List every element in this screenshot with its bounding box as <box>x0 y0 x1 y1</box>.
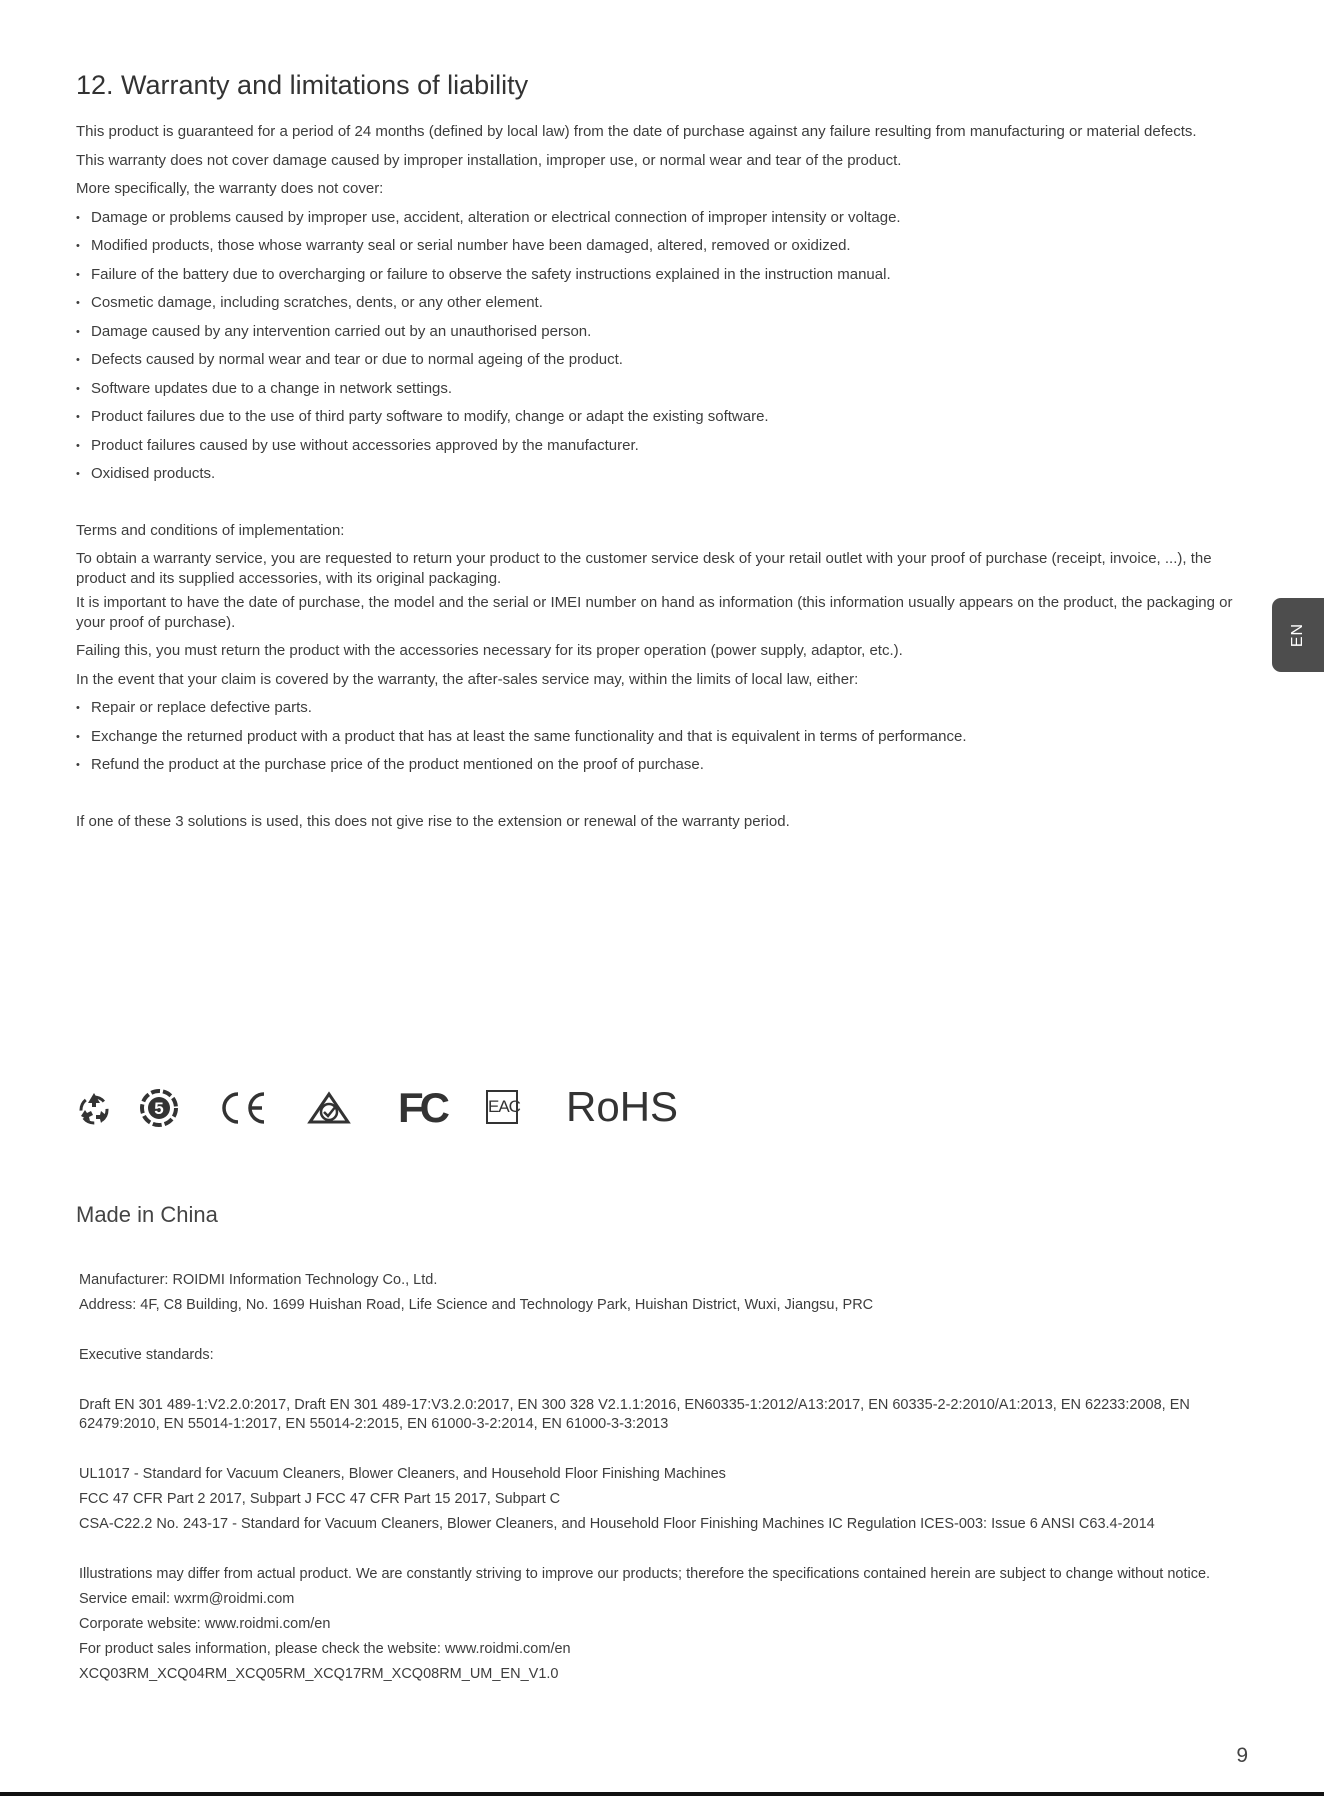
warranty-body <box>76 118 1248 836</box>
list-item: • Defects caused by normal wear and tear or due to normal ageing of the product. <box>76 346 1248 375</box>
rcm-mark-icon <box>306 1090 352 1126</box>
intro-paragraph: More specifically, the warranty does not cover: <box>76 180 384 197</box>
made-in-label: Made in China <box>76 1202 218 1227</box>
spacer <box>76 489 1248 517</box>
five-mark-label: 5 <box>154 1099 164 1118</box>
standards-fcc: FCC 47 CFR Part 2 2017, Subpart J FCC 47 CFR Part 15 2017, Subpart C <box>79 1491 561 1507</box>
closing-paragraph: If one of these 3 solutions is used, this does not give rise to the extension or renewal of the warranty period. <box>76 812 790 830</box>
certification-marks <box>76 1082 716 1132</box>
language-tab[interactable] <box>1272 598 1324 672</box>
eac-mark-icon: EAC <box>486 1090 518 1124</box>
list-item: • Refund the product at the purchase price of the product mentioned on the proof of purchase. <box>76 751 1248 780</box>
service-email: Service email: wxrm@roidmi.com <box>79 1591 295 1607</box>
terms-paragraph: To obtain a warranty service, you are requested to return your product to the customer service desk of your retail outlet with your proof of purchase (receipt, invoice, ...), the product and its supplied accessories, with its original packaging. <box>76 550 1212 587</box>
standards-csa: CSA-C22.2 No. 243-17 - Standard for Vacuum Cleaners, Blower Cleaners, and Household Floor Finishing Machines IC Regulation ICES-003: Issue 6 ANSI C63.4-2014 <box>79 1516 1155 1532</box>
list-item: • Damage caused by any intervention carried out by an unauthorised person. <box>76 318 1248 347</box>
list-item: • Software updates due to a change in network settings. <box>76 375 1248 404</box>
manufacturer-address: Address: 4F, C8 Building, No. 1699 Huishan Road, Life Science and Technology Park, Huishan District, Wuxi, Jiangsu, PRC <box>79 1297 874 1313</box>
language-tab-label: EN <box>1288 622 1306 648</box>
fcc-mark-icon: FC <box>398 1084 446 1131</box>
corporate-website: Corporate website: www.roidmi.com/en <box>79 1616 331 1632</box>
list-item: • Modified products, those whose warranty seal or serial number have been damaged, altered, removed or oxidized. <box>76 232 1248 261</box>
intro-paragraph: This warranty does not cover damage caused by improper installation, improper use, or normal wear and tear of the product. <box>76 151 902 169</box>
terms-paragraph: It is important to have the date of purchase, the model and the serial or IMEI number on hand as information (this information usually appears on the product, the packaging or your proof of purchase). <box>76 594 1233 631</box>
terms-paragraph: Failing this, you must return the product with the accessories necessary for its proper operation (power supply, adaptor, etc.). <box>76 642 903 659</box>
spacer <box>79 1318 1251 1343</box>
manufacturer-info <box>79 1268 1251 1687</box>
ce-mark-icon <box>218 1091 268 1125</box>
list-item: • Exchange the returned product with a product that has at least the same functionality and that is equivalent in terms of performance. <box>76 723 1248 752</box>
terms-heading: Terms and conditions of implementation: <box>76 521 345 539</box>
spacer <box>76 780 1248 808</box>
standards-en: Draft EN 301 489-1:V2.2.0:2017, Draft EN 301 489-17:V3.2.0:2017, EN 300 328 V2.1.1:2016, EN60335-1:2012/A13:2017, EN 60335-2-2:2010/A1:2013, EN 62233:2008, EN 62479:2010, EN 55014-1:2017, EN 55014-2:2015, EN 61000-3-2:2014, EN 61000-3-3:2013 <box>79 1397 1190 1432</box>
list-item: • Repair or replace defective parts. <box>76 694 1248 723</box>
disclaimer: Illustrations may differ from actual product. We are constantly striving to improve our products; therefore the specifications contained herein are subject to change without notice. <box>79 1566 1211 1582</box>
list-item: • Product failures caused by use without accessories approved by the manufacturer. <box>76 432 1248 461</box>
five-year-environmental-icon <box>140 1089 178 1127</box>
section-title: 12. Warranty and limitations of liability <box>76 70 529 100</box>
spacer <box>79 1437 1251 1462</box>
list-item: • Damage or problems caused by improper use, accident, alteration or electrical connection of improper intensity or voltage. <box>76 204 1248 233</box>
spacer <box>79 1368 1251 1393</box>
standards-heading: Executive standards: <box>79 1347 214 1363</box>
recycle-icon <box>76 1090 112 1126</box>
terms-paragraph: In the event that your claim is covered by the warranty, the after-sales service may, within the limits of local law, either: <box>76 670 859 688</box>
manufacturer-name: Manufacturer: ROIDMI Information Technology Co., Ltd. <box>79 1272 438 1288</box>
exclusions-list <box>76 204 1248 489</box>
document-code: XCQ03RM_XCQ04RM_XCQ05RM_XCQ17RM_XCQ08RM_UM_EN_V1.0 <box>79 1666 559 1682</box>
standards-ul: UL1017 - Standard for Vacuum Cleaners, Blower Cleaners, and Household Floor Finishing Machines <box>79 1466 726 1482</box>
page-number: 9 <box>1236 1744 1248 1767</box>
sales-info: For product sales information, please check the website: www.roidmi.com/en <box>79 1641 571 1657</box>
list-item: • Failure of the battery due to overcharging or failure to observe the safety instructions explained in the instruction manual. <box>76 261 1248 290</box>
bottom-rule <box>0 1792 1324 1796</box>
spacer <box>79 1537 1251 1562</box>
remedies-list <box>76 694 1248 780</box>
list-item: • Oxidised products. <box>76 460 1248 489</box>
list-item: • Cosmetic damage, including scratches, dents, or any other element. <box>76 289 1248 318</box>
list-item: • Product failures due to the use of third party software to modify, change or adapt the existing software. <box>76 403 1248 432</box>
rohs-mark-icon: RoHS <box>566 1083 679 1130</box>
intro-paragraph: This product is guaranteed for a period of 24 months (defined by local law) from the date of purchase against any failure resulting from manufacturing or material defects. <box>76 123 1197 140</box>
